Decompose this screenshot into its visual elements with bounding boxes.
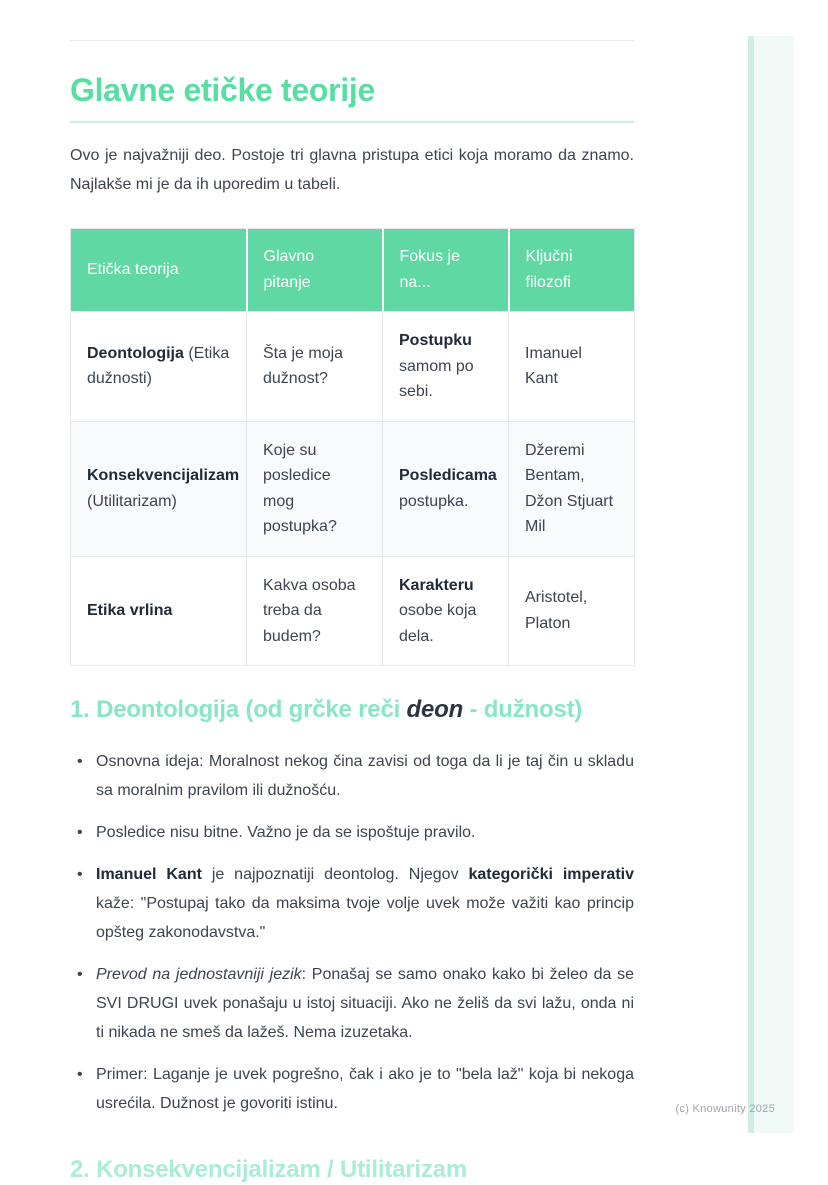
cell-question: Kakva osoba treba da budem?: [247, 556, 383, 666]
heading-text: 1. Deontologija (od grčke reči: [70, 696, 407, 723]
bullet-text: Osnovna ideja: Moralnost nekog čina zavisi od toga da li je taj čin u skladu sa moralnim pravilom ili dužnošću.: [96, 753, 634, 799]
bullet-text: Posledice nisu bitne. Važno je da se ispoštuje pravilo.: [96, 824, 476, 841]
theory-note: (Utilitarizam): [87, 492, 177, 510]
list-item: [70, 960, 634, 1047]
list-item: [70, 860, 634, 947]
bullet-text: je najpoznatiji deontolog. Njegov: [201, 866, 469, 883]
heading-text: - dužnost): [463, 696, 583, 723]
table-row: [71, 312, 635, 422]
table-header-row: [71, 229, 635, 312]
focus-keyword: Posledicama: [399, 467, 497, 484]
ethics-theories-table: [70, 228, 635, 666]
table-row: [71, 556, 635, 666]
theory-note: (Etika dužnosti): [87, 344, 230, 388]
document-page: [70, 0, 634, 1185]
cell-focus: [383, 421, 509, 556]
bullet-bold: kategorički imperativ: [468, 866, 634, 883]
table-row: [71, 421, 635, 556]
column-header-focus: Fokus je na...: [383, 229, 509, 312]
theory-name: Etika vrlina: [87, 602, 173, 619]
bullet-bold: Imanuel Kant: [96, 866, 202, 883]
intro-paragraph: Ovo je najvažniji deo. Postoje tri glavna pristupa etici koja moramo da znamo. Najlakše mi je da ih uporedim u tabeli.: [70, 147, 634, 193]
cell-philosophers: Aristotel, Platon: [509, 556, 635, 666]
cell-theory: [71, 312, 247, 422]
section-heading-consequentialism: 2. Konsekvencijalizam / Utilitarizam: [70, 1156, 467, 1183]
section-heading-deontology: [70, 695, 634, 725]
column-header-question: Glavno pitanje: [247, 229, 383, 312]
list-item: [70, 747, 634, 805]
page-edge-strip-line: [748, 36, 754, 1133]
cell-question: Šta je moja dužnost?: [247, 312, 383, 422]
focus-rest: osobe koja dela.: [399, 602, 477, 645]
theory-name: Deontologija: [87, 344, 184, 362]
cell-focus: [383, 556, 509, 666]
focus-keyword: Karakteru: [399, 576, 474, 594]
column-header-philosophers: Ključni filozofi: [509, 229, 635, 312]
bullet-text: Primer: Laganje je uvek pogrešno, čak i ako je to "bela laž" koja bi nekoga usrećila. Dužnost je govoriti istinu.: [96, 1066, 634, 1112]
bullet-italic: Prevod na jednostavniji jezik: [96, 966, 302, 983]
page-title: Glavne etičke teorije: [70, 73, 634, 123]
theory-name: Konsekvencijalizam: [87, 467, 240, 484]
column-header-theory: Etička teorija: [71, 229, 247, 312]
page-edge-strip-fill: [754, 36, 794, 1133]
list-item: [70, 818, 634, 847]
focus-keyword: Postupku: [399, 332, 472, 349]
cell-theory: [71, 556, 247, 666]
list-item: [70, 1060, 634, 1118]
cell-philosophers: Imanuel Kant: [509, 312, 635, 422]
footer-credit: (c) Knowunity 2025: [675, 1103, 775, 1115]
bullet-text: kaže: "Postupaj tako da maksima tvoje volje uvek može važiti kao princip opšteg zakonodavstva.": [96, 895, 634, 941]
focus-rest: postupka.: [399, 492, 469, 510]
top-divider: [70, 40, 634, 41]
cell-focus: [383, 312, 509, 422]
cell-question: Koje su posledice mog postupka?: [247, 421, 383, 556]
bullet-text: : Ponašaj se samo onako kako bi želeo da se SVI DRUGI uvek ponašaju u istoj situaciji. Ako ne želiš da svi lažu, onda ni ti nikada ne smeš da lažeš. Nema izuzetaka.: [96, 966, 635, 1041]
cell-philosophers: Džeremi Bentam, Džon Stjuart Mil: [509, 421, 635, 556]
focus-rest: samom po sebi.: [399, 357, 474, 400]
heading-emphasis-deon: deon: [406, 696, 464, 723]
deontology-bullet-list: [70, 747, 634, 1118]
cell-theory: [71, 421, 247, 556]
